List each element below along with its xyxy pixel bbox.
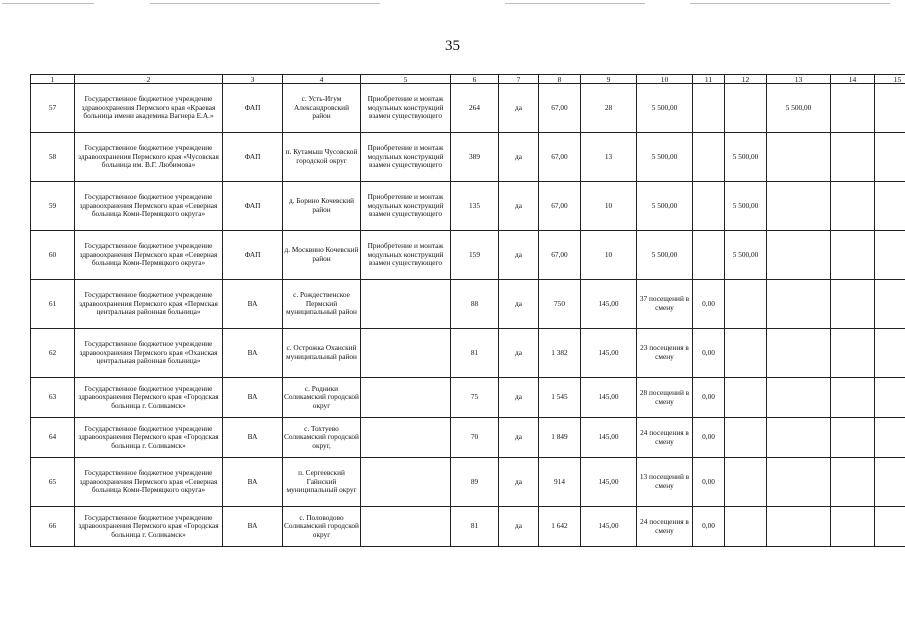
organization-cell: Государственное бюджетное учреждение здравоохранения Пермского края «Северная больница Коми-Пермяцкого округа» [75, 458, 223, 507]
flag-cell: да [499, 378, 539, 418]
amount-13-cell [767, 507, 831, 547]
amount-11-cell: 0,00 [693, 329, 725, 378]
column-number: 3 [223, 75, 283, 84]
amount-12-cell: 5 500,00 [725, 231, 767, 280]
amount-12-cell [725, 280, 767, 329]
row-number-cell: 57 [31, 84, 75, 133]
distance-cell: 67,00 [539, 182, 581, 231]
location-cell: с. Острожка Оханский муниципальный район [283, 329, 361, 378]
amount-14-cell [831, 418, 875, 458]
row-number-cell: 66 [31, 507, 75, 547]
capacity-cell: 10 [581, 182, 637, 231]
work-description-cell [361, 418, 451, 458]
location-cell: с. Родники Соликамский городской округ [283, 378, 361, 418]
amount-12-cell [725, 507, 767, 547]
population-cell: 264 [451, 84, 499, 133]
table-row [31, 84, 905, 133]
object-type-cell: ВА [223, 418, 283, 458]
work-description-cell [361, 458, 451, 507]
distance-cell: 1 545 [539, 378, 581, 418]
amount-cell: 24 посещения в смену [637, 418, 693, 458]
capacity-cell: 10 [581, 231, 637, 280]
population-cell: 81 [451, 507, 499, 547]
amount-15-cell [875, 231, 905, 280]
work-description-cell: Приобретение и монтаж модульных конструкций взамен существующего [361, 231, 451, 280]
row-number-cell: 59 [31, 182, 75, 231]
amount-11-cell: 0,00 [693, 378, 725, 418]
amount-12-cell [725, 458, 767, 507]
column-number: 6 [451, 75, 499, 84]
location-cell: с. Рождественское Пермский муниципальный район [283, 280, 361, 329]
location-cell: д. Борино Кочевский район [283, 182, 361, 231]
object-type-cell: ВА [223, 378, 283, 418]
row-number-cell: 65 [31, 458, 75, 507]
location-cell: п. Сергеевский Гайнский муниципальный округ [283, 458, 361, 507]
object-type-cell: ФАП [223, 84, 283, 133]
amount-15-cell [875, 84, 905, 133]
amount-15-cell [875, 378, 905, 418]
column-number: 1 [31, 75, 75, 84]
page-number: 35 [445, 38, 460, 54]
column-number: 11 [693, 75, 725, 84]
work-description-cell [361, 378, 451, 418]
amount-12-cell [725, 378, 767, 418]
object-type-cell: ФАП [223, 133, 283, 182]
amount-cell: 37 посещений в смену [637, 280, 693, 329]
location-cell: п. Кутамыш Чусовской городской округ [283, 133, 361, 182]
amount-cell: 5 500,00 [637, 182, 693, 231]
population-cell: 89 [451, 458, 499, 507]
organization-cell: Государственное бюджетное учреждение здравоохранения Пермского края «Оханская центральная районная больница» [75, 329, 223, 378]
amount-14-cell [831, 280, 875, 329]
location-cell: с. Тохтуево Соликамский городской округ, [283, 418, 361, 458]
location-cell: с. Усть-Игум Александровский район [283, 84, 361, 133]
row-number-cell: 63 [31, 378, 75, 418]
column-number: 5 [361, 75, 451, 84]
distance-cell: 67,00 [539, 84, 581, 133]
location-cell: с. Половодово Соликамский городской округ [283, 507, 361, 547]
amount-13-cell [767, 231, 831, 280]
flag-cell: да [499, 280, 539, 329]
amount-15-cell [875, 418, 905, 458]
column-number: 10 [637, 75, 693, 84]
amount-12-cell [725, 329, 767, 378]
amount-11-cell [693, 231, 725, 280]
column-number: 9 [581, 75, 637, 84]
column-number: 12 [725, 75, 767, 84]
flag-cell: да [499, 231, 539, 280]
table-row [31, 133, 905, 182]
amount-11-cell [693, 182, 725, 231]
organization-cell: Государственное бюджетное учреждение здравоохранения Пермского края «Северная больница Коми-Пермяцкого округа» [75, 231, 223, 280]
location-cell: д. Москвино Кочевский район [283, 231, 361, 280]
organization-cell: Государственное бюджетное учреждение здравоохранения Пермского края «Пермская центральная районная больница» [75, 280, 223, 329]
work-description-cell: Приобретение и монтаж модульных конструкций взамен существующего [361, 182, 451, 231]
table-row [31, 378, 905, 418]
column-number-row [31, 75, 905, 84]
table-row [31, 507, 905, 547]
amount-12-cell: 5 500,00 [725, 182, 767, 231]
amount-cell: 5 500,00 [637, 231, 693, 280]
population-cell: 135 [451, 182, 499, 231]
row-number-cell: 64 [31, 418, 75, 458]
amount-11-cell: 0,00 [693, 280, 725, 329]
amount-cell: 5 500,00 [637, 84, 693, 133]
flag-cell: да [499, 418, 539, 458]
table-row [31, 280, 905, 329]
amount-11-cell: 0,00 [693, 458, 725, 507]
organization-cell: Государственное бюджетное учреждение здравоохранения Пермского края «Чусовская больница им. В.Г. Любимова» [75, 133, 223, 182]
data-table [30, 74, 905, 547]
flag-cell: да [499, 182, 539, 231]
amount-13-cell [767, 329, 831, 378]
object-type-cell: ВА [223, 458, 283, 507]
column-number: 7 [499, 75, 539, 84]
population-cell: 159 [451, 231, 499, 280]
amount-15-cell [875, 280, 905, 329]
amount-14-cell [831, 329, 875, 378]
capacity-cell: 145,00 [581, 418, 637, 458]
row-number-cell: 62 [31, 329, 75, 378]
row-number-cell: 58 [31, 133, 75, 182]
amount-14-cell [831, 84, 875, 133]
amount-15-cell [875, 507, 905, 547]
flag-cell: да [499, 458, 539, 507]
object-type-cell: ВА [223, 507, 283, 547]
amount-13-cell [767, 418, 831, 458]
amount-11-cell [693, 133, 725, 182]
amount-14-cell [831, 231, 875, 280]
organization-cell: Государственное бюджетное учреждение здравоохранения Пермского края «Городская больница г. Соликамск» [75, 507, 223, 547]
distance-cell: 1 382 [539, 329, 581, 378]
distance-cell: 750 [539, 280, 581, 329]
object-type-cell: ФАП [223, 231, 283, 280]
column-number: 14 [831, 75, 875, 84]
amount-13-cell [767, 280, 831, 329]
table-row [31, 182, 905, 231]
table-row [31, 458, 905, 507]
amount-14-cell [831, 378, 875, 418]
amount-cell: 23 посещения в смену [637, 329, 693, 378]
flag-cell: да [499, 133, 539, 182]
work-description-cell: Приобретение и монтаж модульных конструкций взамен существующего [361, 84, 451, 133]
population-cell: 81 [451, 329, 499, 378]
capacity-cell: 145,00 [581, 378, 637, 418]
amount-14-cell [831, 182, 875, 231]
amount-13-cell [767, 458, 831, 507]
capacity-cell: 145,00 [581, 280, 637, 329]
amount-12-cell: 5 500,00 [725, 133, 767, 182]
organization-cell: Государственное бюджетное учреждение здравоохранения Пермского края «Краевая больница имени академика Вагнера Е.А.» [75, 84, 223, 133]
column-number: 8 [539, 75, 581, 84]
amount-cell: 24 посещения в смену [637, 507, 693, 547]
table-row [31, 329, 905, 378]
table-row [31, 418, 905, 458]
amount-13-cell [767, 133, 831, 182]
column-number: 15 [875, 75, 905, 84]
table-row [31, 231, 905, 280]
flag-cell: да [499, 507, 539, 547]
amount-11-cell: 0,00 [693, 507, 725, 547]
capacity-cell: 28 [581, 84, 637, 133]
capacity-cell: 13 [581, 133, 637, 182]
flag-cell: да [499, 84, 539, 133]
amount-cell: 28 посещений в смену [637, 378, 693, 418]
object-type-cell: ФАП [223, 182, 283, 231]
amount-cell: 5 500,00 [637, 133, 693, 182]
row-number-cell: 60 [31, 231, 75, 280]
amount-14-cell [831, 458, 875, 507]
amount-14-cell [831, 133, 875, 182]
population-cell: 70 [451, 418, 499, 458]
capacity-cell: 145,00 [581, 458, 637, 507]
population-cell: 75 [451, 378, 499, 418]
population-cell: 389 [451, 133, 499, 182]
distance-cell: 67,00 [539, 231, 581, 280]
distance-cell: 1 849 [539, 418, 581, 458]
object-type-cell: ВА [223, 280, 283, 329]
object-type-cell: ВА [223, 329, 283, 378]
work-description-cell [361, 507, 451, 547]
amount-11-cell: 0,00 [693, 418, 725, 458]
amount-12-cell [725, 84, 767, 133]
organization-cell: Государственное бюджетное учреждение здравоохранения Пермского края «Городская больница г. Соликамск» [75, 418, 223, 458]
amount-15-cell [875, 133, 905, 182]
amount-13-cell: 5 500,00 [767, 84, 831, 133]
work-description-cell: Приобретение и монтаж модульных конструкций взамен существующего [361, 133, 451, 182]
distance-cell: 1 642 [539, 507, 581, 547]
column-number: 13 [767, 75, 831, 84]
amount-15-cell [875, 182, 905, 231]
amount-14-cell [831, 507, 875, 547]
flag-cell: да [499, 329, 539, 378]
scan-top-edge [0, 3, 905, 5]
amount-13-cell [767, 378, 831, 418]
row-number-cell: 61 [31, 280, 75, 329]
amount-cell: 13 посещений в смену [637, 458, 693, 507]
capacity-cell: 145,00 [581, 507, 637, 547]
amount-11-cell [693, 84, 725, 133]
organization-cell: Государственное бюджетное учреждение здравоохранения Пермского края «Северная больница Коми-Пермяцкого округа» [75, 182, 223, 231]
amount-15-cell [875, 329, 905, 378]
population-cell: 88 [451, 280, 499, 329]
amount-12-cell [725, 418, 767, 458]
work-description-cell [361, 280, 451, 329]
distance-cell: 914 [539, 458, 581, 507]
organization-cell: Государственное бюджетное учреждение здравоохранения Пермского края «Городская больница г. Соликамск» [75, 378, 223, 418]
amount-15-cell [875, 458, 905, 507]
distance-cell: 67,00 [539, 133, 581, 182]
amount-13-cell [767, 182, 831, 231]
work-description-cell [361, 329, 451, 378]
capacity-cell: 145,00 [581, 329, 637, 378]
column-number: 2 [75, 75, 223, 84]
column-number: 4 [283, 75, 361, 84]
